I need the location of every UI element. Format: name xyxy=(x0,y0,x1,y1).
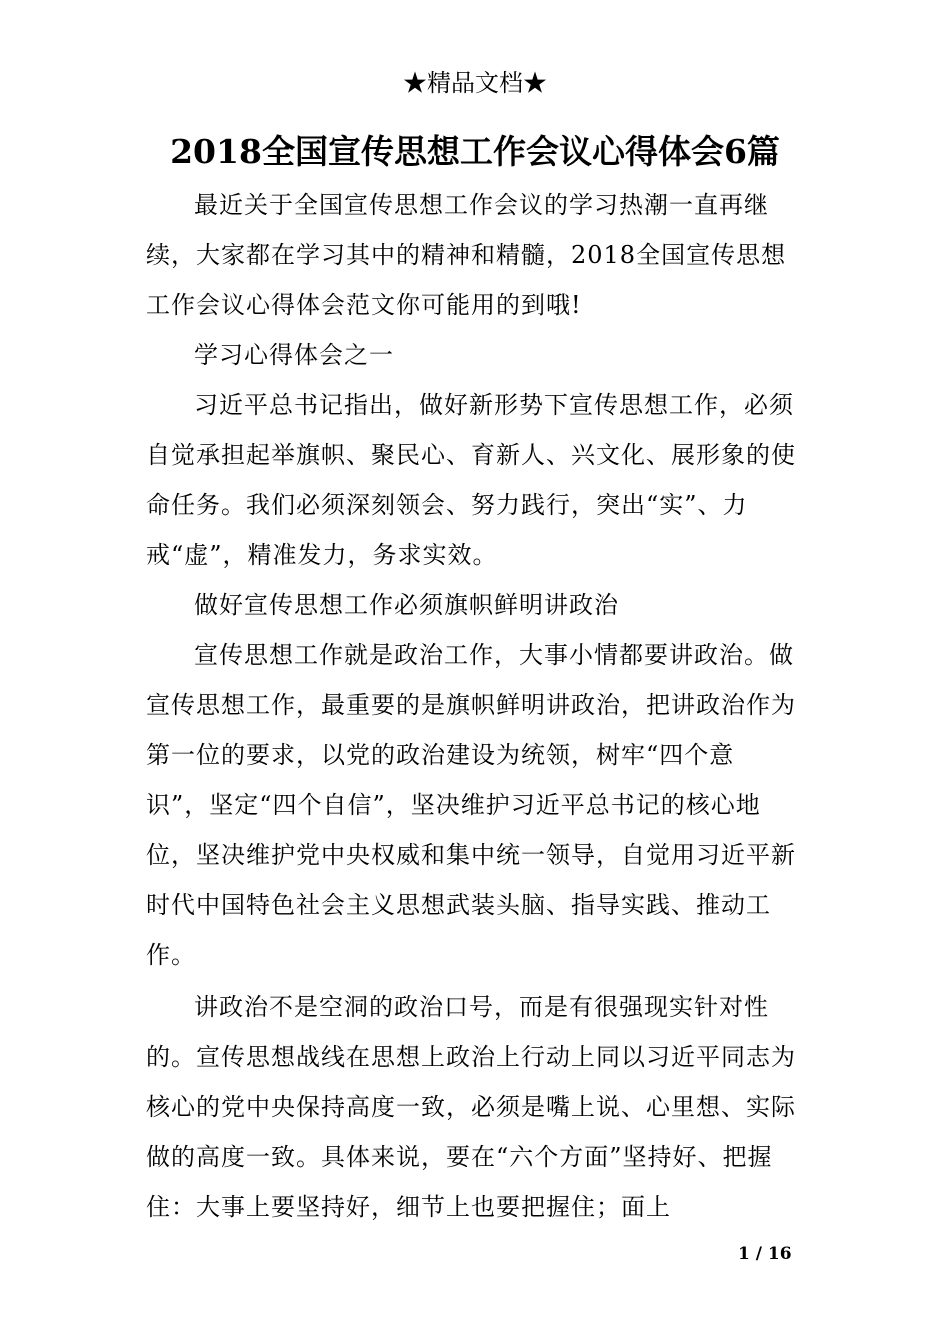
header-label: ★精品文档★ xyxy=(403,69,547,97)
section-heading-2: 做好宣传思想工作必须旗帜鲜明讲政治 xyxy=(194,591,619,619)
paragraph-intro: 最近关于全国宣传思想工作会议的学习热潮一直再继续，大家都在学习其中的精神和精髓，2018全国宣传思想工作会议心得体会范文你可能用的到哦! xyxy=(146,191,787,319)
document-title: 2018全国宣传思想工作会议心得体会6篇 xyxy=(170,132,780,171)
document-body xyxy=(146,180,796,1232)
paragraph-1: 习近平总书记指出，做好新形势下宣传思想工作，必须自觉承担起举旗帜、聚民心、育新人、兴文化、展形象的使命任务。我们必须深刻领会、努力践行，突出“实”、力戒“虚”，精准发力，务求实效。 xyxy=(146,391,796,569)
page-indicator: 1 / 16 xyxy=(738,1244,792,1264)
paragraph-2: 宣传思想工作就是政治工作，大事小情都要讲政治。做宣传思想工作，最重要的是旗帜鲜明讲政治，把讲政治作为第一位的要求，以党的政治建设为统领，树牢“四个意识”，坚定“四个自信”，坚决维护习近平总书记的核心地位，坚决维护党中央权威和集中统一领导，自觉用习近平新时代中国特色社会主义思想武装头脑、指导实践、推动工作。 xyxy=(146,641,796,969)
section-heading-1: 学习心得体会之一 xyxy=(194,341,394,369)
paragraph-3: 讲政治不是空洞的政治口号，而是有很强现实针对性的。宣传思想战线在思想上政治上行动上同以习近平同志为核心的党中央保持高度一致，必须是嘴上说、心里想、实际做的高度一致。具体来说，要在“六个方面”坚持好、把握住：大事上要坚持好，细节上也要把握住；面上 xyxy=(146,993,796,1221)
